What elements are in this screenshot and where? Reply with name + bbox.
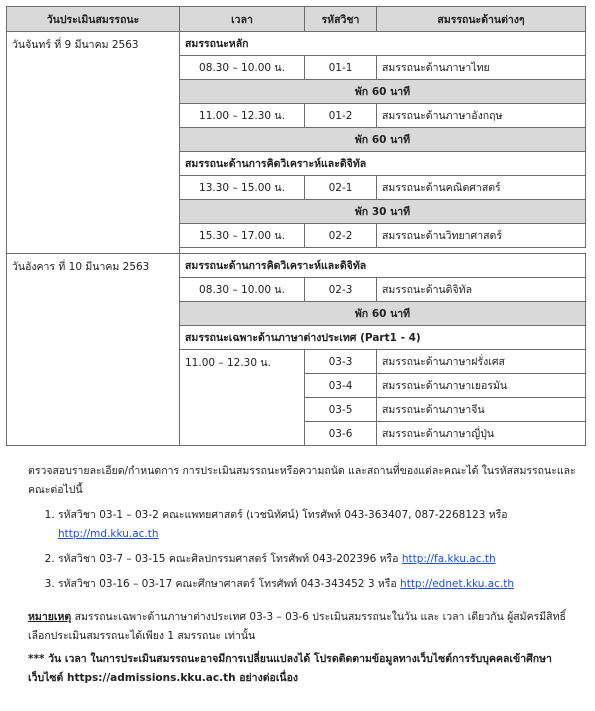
competency-cell: สมรรถนะด้านภาษาฝรั่งเศส <box>377 350 586 374</box>
table-row <box>7 32 586 56</box>
section-heading: สมรรถนะหลัก <box>180 32 586 56</box>
break-row: พัก 60 นาที <box>180 302 586 326</box>
competency-cell: สมรรถนะด้านภาษาเยอรมัน <box>377 374 586 398</box>
list-item <box>58 550 576 569</box>
competency-cell: สมรรถนะด้านวิทยาศาสตร์ <box>377 224 586 248</box>
time-cell: 08.30 – 10.00 น. <box>180 56 305 80</box>
header-competency: สมรรถนะด้านต่างๆ <box>377 7 586 32</box>
warning-note: *** วัน เวลา ในการประเมินสมรรถนะอาจมีการเปลี่ยนแปลงได้ โปรดติดตามข้อมูลทางเว็บไซต์การรับบุคคลเข้าศึกษา เว็บไซต์ https://admissions.kku.ac.th อย่างต่อเนื่อง <box>28 653 552 684</box>
list-item <box>58 575 576 594</box>
header-code: รหัสวิชา <box>305 7 377 32</box>
code-cell: 02-1 <box>305 176 377 200</box>
code-cell: 03-3 <box>305 350 377 374</box>
break-row: พัก 30 นาที <box>180 200 586 224</box>
faculty-link[interactable]: http://fa.kku.ac.th <box>401 553 496 565</box>
notes-intro: ตรวจสอบรายละเอียด/กำหนดการ การประเมินสมรรถนะหรือความถนัด และสถานที่ของแต่ละคณะได้ ในรหัสสมรรถนะและคณะต่อไปนี้ <box>28 465 576 496</box>
code-cell: 01-1 <box>305 56 377 80</box>
notes-section <box>28 462 576 688</box>
remark-text: สมรรถนะเฉพาะด้านภาษาต่างประเทศ 03-3 – 03-6 ประเมินสมรรถนะในวัน และ เวลา เดียวกัน ผู้สมัครมีสิทธิ์เลือกประเมินสมรรถนะได้เพียง 1 สมรรถนะ เท่านั้น <box>28 611 566 642</box>
code-cell: 03-6 <box>305 422 377 446</box>
competency-cell: สมรรถนะด้านภาษาไทย <box>377 56 586 80</box>
competency-cell: สมรรถนะด้านภาษาอังกฤษ <box>377 104 586 128</box>
time-cell: 11.00 – 12.30 น. <box>180 350 305 446</box>
section-heading: สมรรถนะเฉพาะด้านภาษาต่างประเทศ (Part1 - 4) <box>180 326 586 350</box>
contact-text: รหัสวิชา 03-7 – 03-15 คณะศิลปกรรมศาสตร์ โทรศัพท์ 043-202396 หรือ <box>58 553 399 565</box>
code-cell: 02-2 <box>305 224 377 248</box>
code-cell: 01-2 <box>305 104 377 128</box>
day1-date: วันจันทร์ ที่ 9 มีนาคม 2563 <box>7 32 180 254</box>
contact-text: รหัสวิชา 03-16 – 03-17 คณะศึกษาศาสตร์ โทรศัพท์ 043-343452 3 หรือ <box>58 578 397 590</box>
section-heading: สมรรถนะด้านการคิดวิเคราะห์และดิจิทัล <box>180 254 586 278</box>
remark <box>28 608 576 646</box>
time-cell: 13.30 – 15.00 น. <box>180 176 305 200</box>
code-cell: 02-3 <box>305 278 377 302</box>
schedule-table <box>6 6 586 446</box>
competency-cell: สมรรถนะด้านคณิตศาสตร์ <box>377 176 586 200</box>
header-date: วันประเมินสมรรถนะ <box>7 7 180 32</box>
competency-cell: สมรรถนะด้านดิจิทัล <box>377 278 586 302</box>
time-cell: 15.30 – 17.00 น. <box>180 224 305 248</box>
remark-label: หมายเหตุ <box>28 611 72 623</box>
time-cell: 08.30 – 10.00 น. <box>180 278 305 302</box>
faculty-contact-list <box>28 506 576 594</box>
list-item <box>58 506 576 544</box>
contact-text: รหัสวิชา 03-1 – 03-2 คณะแพทยศาสตร์ (เวชนิทัศน์) โทรศัพท์ 043-363407, 087-2268123 หรือ <box>58 509 508 521</box>
competency-cell: สมรรถนะด้านภาษาญี่ปุ่น <box>377 422 586 446</box>
faculty-link[interactable]: http://ednet.kku.ac.th <box>400 578 515 590</box>
section-heading: สมรรถนะด้านการคิดวิเคราะห์และดิจิทัล <box>180 152 586 176</box>
code-cell: 03-4 <box>305 374 377 398</box>
time-cell: 11.00 – 12.30 น. <box>180 104 305 128</box>
break-row: พัก 60 นาที <box>180 80 586 104</box>
header-row <box>7 7 586 32</box>
break-row: พัก 60 นาที <box>180 128 586 152</box>
table-row <box>7 254 586 278</box>
code-cell: 03-5 <box>305 398 377 422</box>
header-time: เวลา <box>180 7 305 32</box>
competency-cell: สมรรถนะด้านภาษาจีน <box>377 398 586 422</box>
faculty-link[interactable]: http://md.kku.ac.th <box>58 528 159 540</box>
day2-date: วันอังคาร ที่ 10 มีนาคม 2563 <box>7 254 180 446</box>
